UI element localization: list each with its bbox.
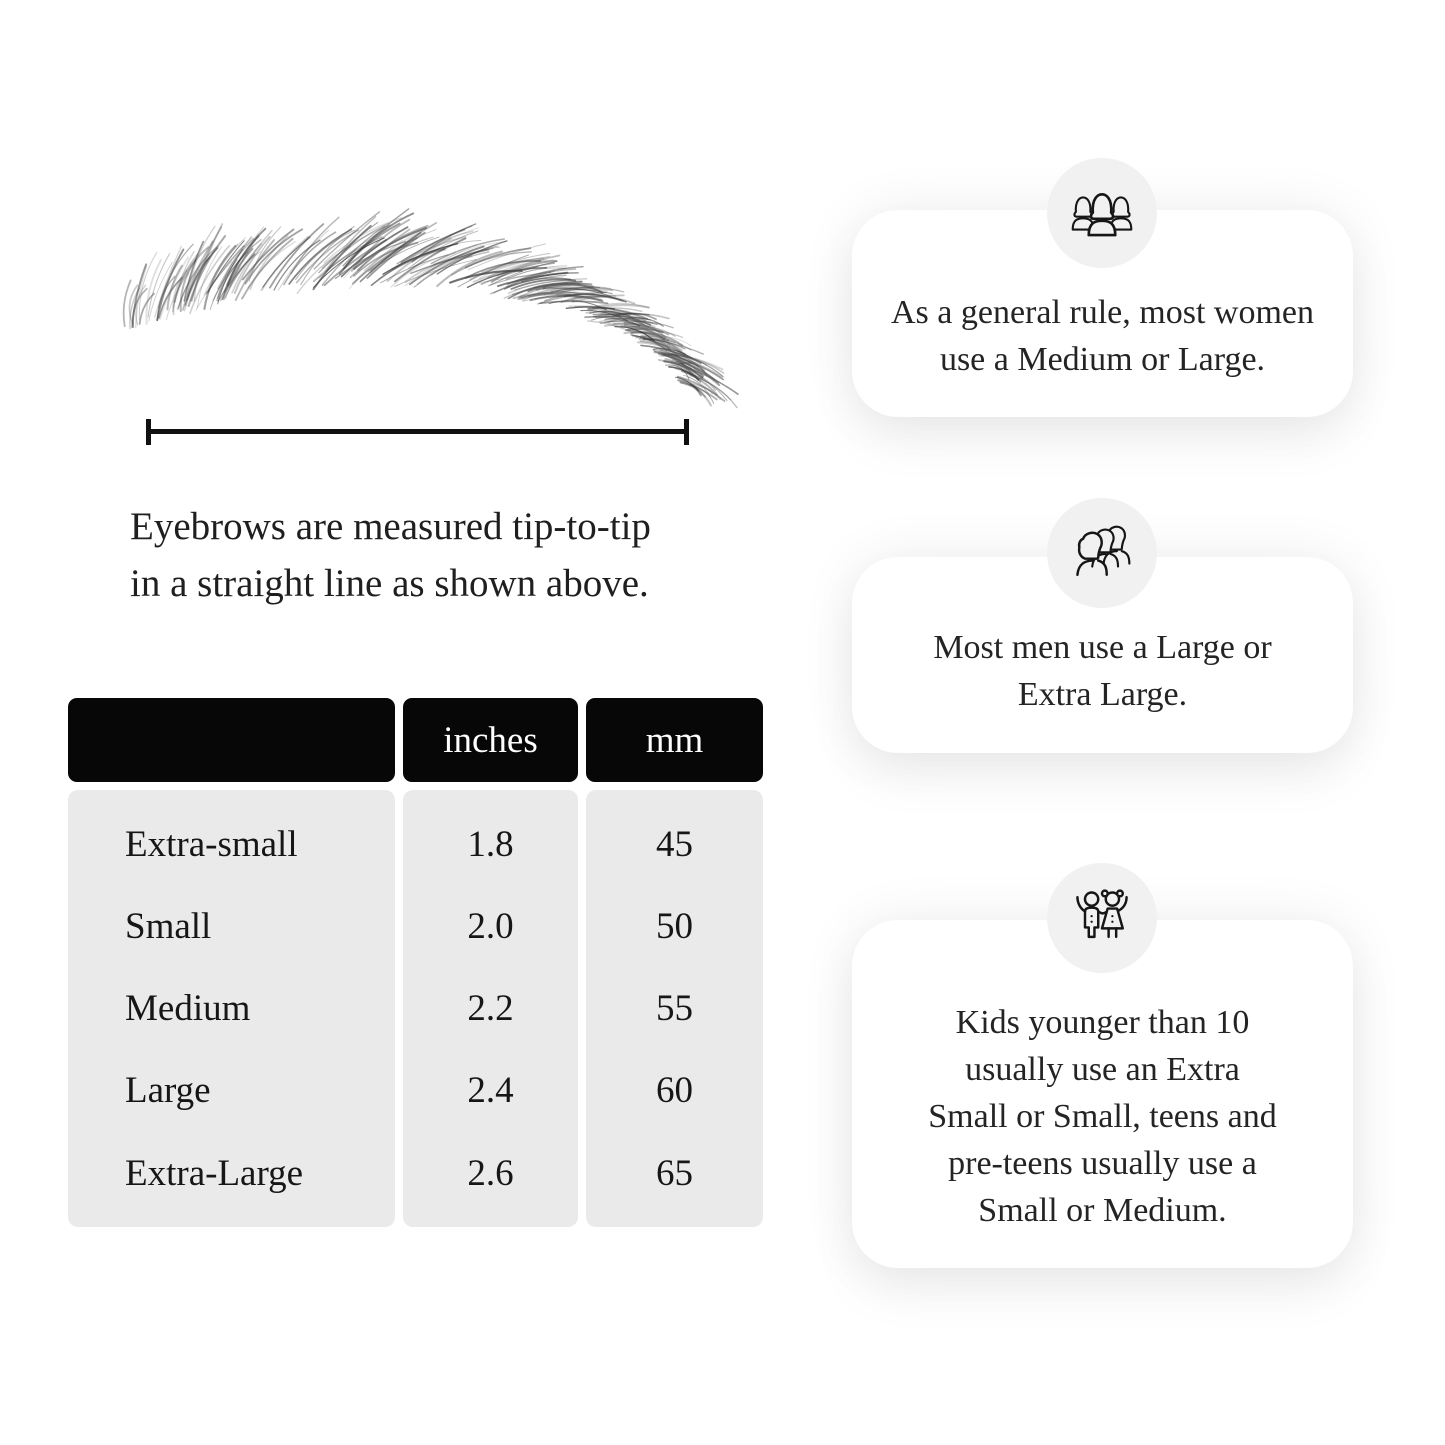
table-row-label: Medium — [125, 988, 251, 1029]
size-table-header-blank — [68, 698, 395, 782]
kids-icon — [1068, 887, 1136, 949]
measurement-caption-line2: in a straight line as shown above. — [130, 562, 649, 605]
size-table-inches-column — [403, 790, 578, 1227]
card-men-line2: Extra Large. — [1017, 676, 1188, 713]
measurement-line — [148, 429, 688, 434]
card-men-line1: Most men use a Large or — [933, 629, 1272, 666]
measurement-caption — [130, 498, 651, 612]
table-row-label: Extra-Large — [125, 1152, 304, 1194]
card-kids-line3: Small or Small, teens and — [928, 1097, 1277, 1135]
table-row-mm: 65 — [656, 1152, 693, 1194]
size-table-label-column — [68, 790, 395, 1227]
card-kids-line2: usually use an Extra — [965, 1050, 1240, 1088]
card-kids-line4: pre-teens usually use a — [948, 1144, 1257, 1182]
table-row-mm: 60 — [656, 1070, 693, 1112]
women-group-icon-circle — [1047, 158, 1157, 268]
measurement-line-left-cap — [146, 419, 151, 445]
table-row-inches: 1.8 — [467, 823, 514, 865]
table-row-label: Extra-small — [125, 823, 298, 865]
table-row-label: Small — [125, 905, 212, 947]
men-group-icon-circle — [1047, 498, 1157, 608]
table-row-inches: 2.0 — [467, 905, 514, 947]
table-row-inches: 2.2 — [467, 988, 514, 1029]
card-kids-line5: Small or Medium. — [978, 1191, 1227, 1229]
size-table-header-inches: inches — [403, 698, 578, 782]
size-table-header-mm: mm — [586, 698, 763, 782]
table-row-inches: 2.4 — [467, 1070, 514, 1112]
table-row-mm: 45 — [656, 823, 693, 865]
table-row-label: Large — [125, 1070, 211, 1112]
measurement-caption-line1: Eyebrows are measured tip-to-tip — [130, 505, 651, 548]
card-kids-line1: Kids younger than 10 — [955, 1003, 1250, 1041]
table-row-inches: 2.6 — [467, 1152, 514, 1194]
table-row-mm: 55 — [656, 988, 693, 1029]
women-group-icon — [1068, 182, 1136, 244]
measurement-line-right-cap — [684, 419, 689, 445]
card-women-line1: As a general rule, most women — [891, 293, 1314, 331]
card-women-line2: use a Medium or Large. — [939, 340, 1266, 378]
size-table-mm-column — [586, 790, 763, 1227]
kids-icon-circle — [1047, 863, 1157, 973]
eyebrow-sketch-illustration — [95, 222, 715, 412]
table-row-mm: 50 — [656, 905, 693, 947]
men-group-icon — [1068, 522, 1136, 584]
